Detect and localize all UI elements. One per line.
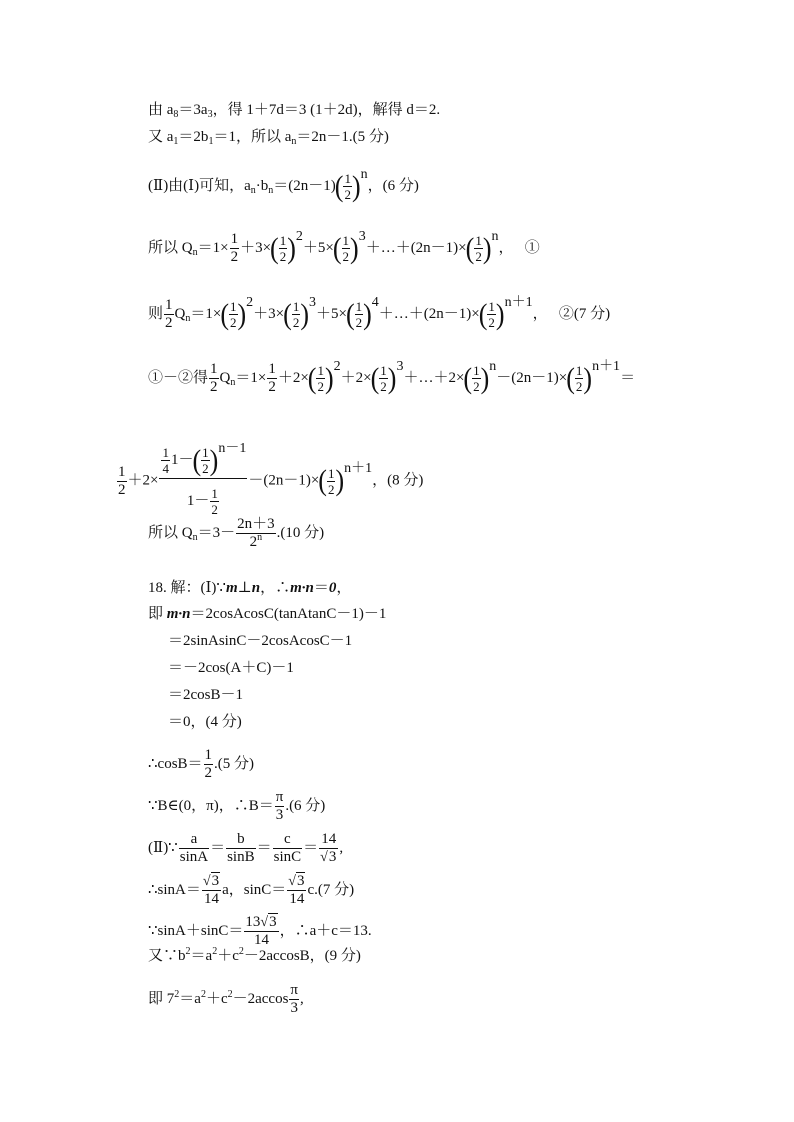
- q18-ratio: (Ⅱ)∵ $\frac{a}{\sin A}$ ＝ $\frac{b}{\sin B}$ ＝ $\frac{c}{\sin C}$ ＝ $\frac{14}{√3}$ ,: [148, 831, 344, 865]
- line-diff: ①－②得 $\frac{1}{2}$ $Q_n=1\times$ $\frac{1}{2}$ ＋2×( $\frac{1}{2}$ )$^2$＋2×( $\frac{1}{2}$ )$^3$＋…＋2×( $\frac{1}{2}$ )$^n$－(2n－1)×( $\frac{1}{2}$ )$^{n+1}$＝: [148, 358, 636, 395]
- line-final: 所以 $Q_n=3-$ $\frac{2n+3}{2^n}$ .(10 分): [148, 516, 325, 550]
- line-ii: (Ⅱ)由(Ⅰ)可知，$a_n\cdot b_n=(2n-1)$( $\frac{1}{2}$ )$^n$，(6 分): [148, 166, 419, 203]
- q18-sum: ∵sinA＋sinC＝ $\frac{13√3}{14}$ ，∴a＋c＝13.: [148, 914, 372, 948]
- q18-header: 18. 解：(Ⅰ)∵m⊥n，∴m·n＝0，: [148, 580, 352, 596]
- q18-line4: ＝2cosB－1: [168, 687, 244, 703]
- line-half-qn: 则 $\frac{1}{2}$ $Q_n=1\times$( $\frac{1}{2}$ )$^2$＋3×( $\frac{1}{2}$ )$^3$＋5×( $\frac{1}{2}$ )$^4$＋…＋(2n－1)×( $\frac{1}{2}$ )$^{n+1}$， ②(7 分): [148, 294, 611, 331]
- line-qn: 所以 $Q_n=1\times$ $\frac{1}{2}$ ＋3×( $\frac{1}{2}$ )$^2$＋5×( $\frac{1}{2}$ )$^3$＋…＋(2n－1)×( $\frac{1}{2}$ )$^n$， ①: [148, 228, 540, 265]
- q18-cos-law: 又$\because b^2=a^2+c^2-2accosB$，(9 分): [148, 946, 361, 964]
- mark-1: ①: [524, 239, 540, 256]
- q18-line1: 即 m·n＝2cosAcosC(tanAtanC－1)－1: [148, 606, 387, 622]
- q18-cosb: ∴cosB＝ $\frac{1}{2}$ .(5 分): [148, 747, 255, 781]
- line-result: $\frac{1}{2}$ ＋2× $\frac{1}{4}$ 1－( $\frac{1}{2}$ )$^{n-1}$ 1－ $\frac{1}{2}$ －(2n－1)×( $\frac{1}{2}$ )$^{n+1}$，(8 分): [118, 440, 424, 517]
- q18-line5: ＝0，(4 分): [168, 714, 242, 730]
- line-a1: 又 $a_1=2b_1=1$，所以 $a_n=2n-1.(5$ 分): [148, 129, 389, 147]
- q18-line2: ＝2sinAsinC－2cosAcosC－1: [168, 633, 353, 649]
- q18-sina: ∴sinA＝ $\frac{√3}{14}$ a，sinC＝ $\frac{√3}{14}$ c.(7 分): [148, 873, 355, 907]
- q18-last: 即 $7^2=a^2+c^2-2accos$ $\frac{\pi}{3}$ ,: [148, 982, 304, 1016]
- mark-2: ②(7 分): [558, 305, 611, 322]
- q18-b-value: ∵B∈(0，π)，∴B＝ $\frac{\pi}{3}$ .(6 分): [148, 789, 326, 823]
- line-a8: 由 $a_8=3a_3$，得 1＋7d＝3 (1＋2d)，解得 d＝2.: [148, 102, 441, 120]
- q18-line3: ＝－2cos(A＋C)－1: [168, 660, 294, 676]
